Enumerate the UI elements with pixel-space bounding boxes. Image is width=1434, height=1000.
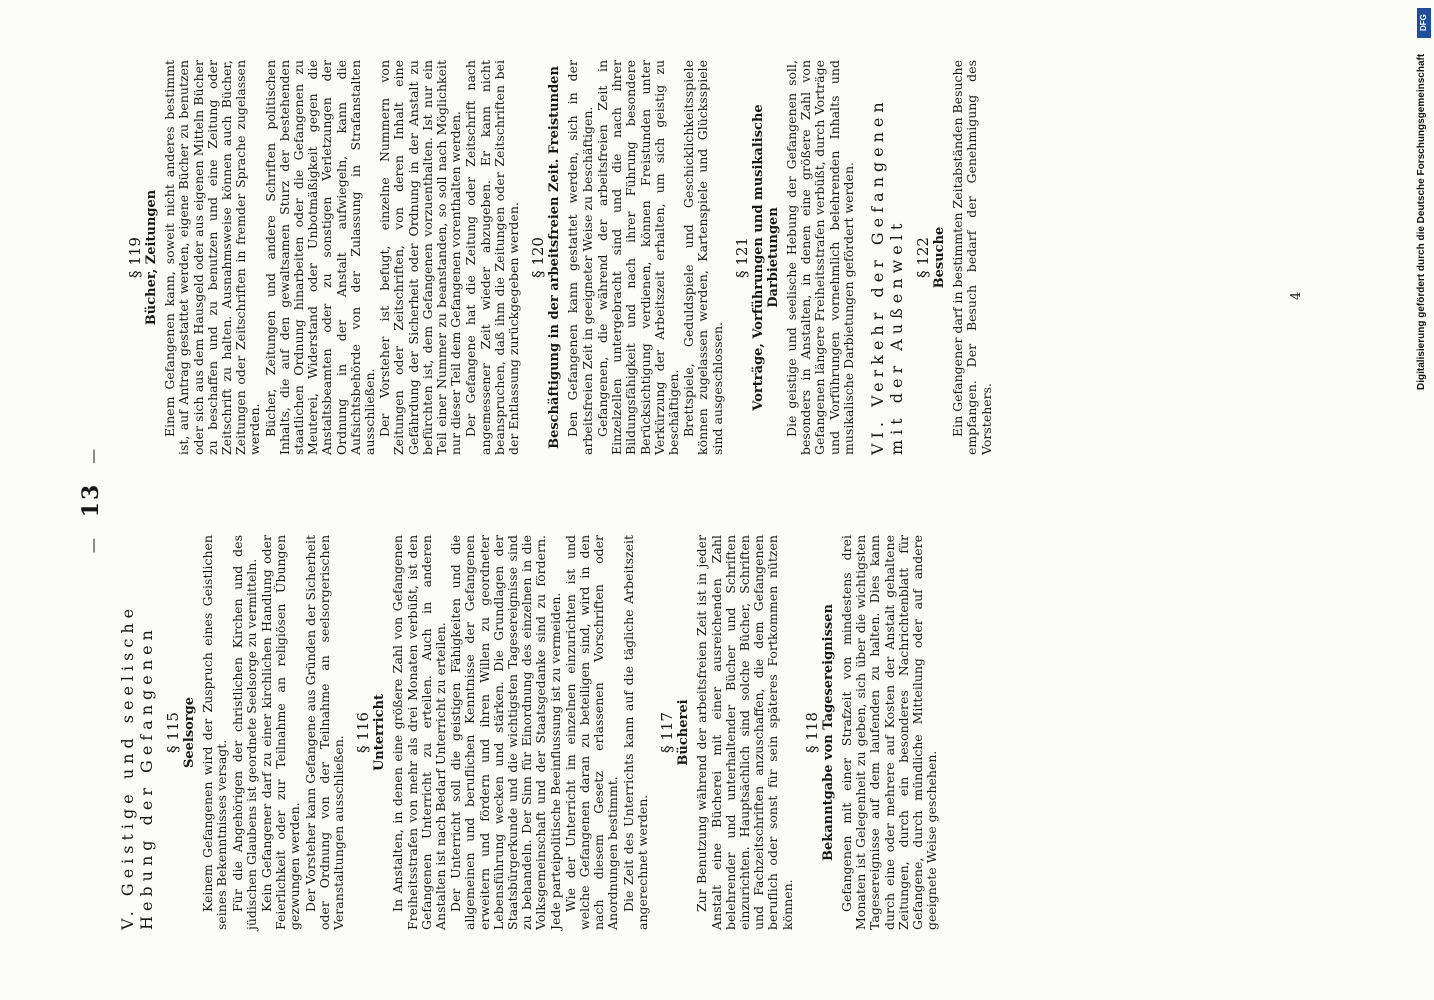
body-paragraph: Kein Gefangener darf zu einer kirchlichen Handlung oder Feierlichkeit oder zur Teilnahme an religiösen Übungen gezwungen werden. bbox=[259, 535, 303, 930]
paragraph-number: § 121 bbox=[732, 237, 751, 278]
body-paragraph: Ein Gefangener darf in bestimmten Zeitabständen Besuche empfangen. Der Besuch bedarf der Genehmigung des Vorstehers. bbox=[950, 60, 994, 455]
body-paragraph: Zur Benutzung während der arbeitsfreien Zeit ist in jeder Anstalt eine Bücherei mit einer ausreichenden Zahl belehrender und unterhaltender Bücher und Schriften einzurichten. Hauptsächlich sind solche Bücher, Schriften und Fachzeitschriften anzuschaffen, die dem Gefangenen beruflich oder sonst für sein späteres Fortkommen nützen können. bbox=[694, 535, 795, 930]
body-paragraph: Keinem Gefangenen wird der Zuspruch eines Geistlichen seines Bekenntnisses versagt. bbox=[200, 535, 230, 930]
paragraph-heading: Bücherei bbox=[676, 699, 692, 766]
body-paragraph: Der Vorsteher ist befugt, einzelne Nummern von Zeitungen oder Zeitschriften, von deren Inhalt eine Gefährdung der Sicherheit oder Ordnung in der Anstalt zu befürchten ist, dem Gefangenen vorzuenthalten. Ist nur ein Teil einer Nummer zu beanstanden, so soll nach Möglichkeit nur dieser Teil dem Gefangenen vorenthalten werden. bbox=[377, 60, 464, 455]
paragraph-section bbox=[356, 535, 650, 930]
paragraph-number: § 118 bbox=[802, 712, 821, 753]
paragraph-heading: Beschäftigung in der arbeitsfreien Zeit. Freistunden bbox=[547, 66, 563, 449]
header-dash-left: — bbox=[84, 536, 102, 554]
paragraph-number: § 117 bbox=[658, 712, 677, 753]
body-paragraph: Die Zeit des Unterrichts kann auf die tägliche Arbeitszeit angerechnet werden. bbox=[620, 535, 650, 930]
paragraph-heading: Unterricht bbox=[372, 693, 388, 772]
header-dash-right: — bbox=[84, 446, 102, 464]
section-title-vi: VI. Verkehr der Gefangenen mit der Außenwelt bbox=[867, 97, 906, 455]
paragraph-section bbox=[128, 60, 521, 455]
footer-number: 4 bbox=[1289, 291, 1304, 300]
body-paragraph: Die geistige und seelische Hebung der Gefangenen soll, besonders in Anstalten, in denen eine größere Zahl von Gefangenen längere Freiheitsstrafen verbüßt, durch Vorträge und Vorführungen vornehmlich belehrenden Inhalts und musikalische Darbietungen gefördert werden. bbox=[783, 60, 856, 455]
paragraph-heading: Vorträge, Vorführungen und musikalische Darbietungen bbox=[750, 104, 781, 411]
funding-sidebar bbox=[1414, 0, 1434, 1000]
body-paragraph: Gefangenen mit einer Strafzeit von mindestens drei Monaten ist Gelegenheit zu geben, sich über die wichtigsten Tagesereignisse auf dem laufenden zu halten. Dies kann durch eine oder mehrere auf Kosten der Anstalt gehaltene Zeitungen, durch ein besonderes Nachrichtenblatt für Gefangene, durch mündliche Mitteilung oder auf andere geeignete Weise geschehen. bbox=[838, 535, 940, 930]
left-column bbox=[118, 535, 940, 930]
body-paragraph: Einem Gefangenen kann, soweit nicht anderes bestimmt ist, auf Antrag gestattet werden, eigene Bücher zu benutzen oder sich aus dem Hausgeld oder aus eigenen Mitteln Bücher zu beschaffen und zu benutzen und eine Zeitung oder Zeitschrift zu halten. Ausnahmsweise können auch Bücher, Zeitungen oder Zeitschriften in fremder Sprache zugelassen werden. bbox=[162, 60, 263, 455]
body-paragraph: Der Vorsteher kann Gefangene aus Gründen der Sicherheit oder Ordnung von der Teilnahme an seelsorgerischen Veranstaltungen ausschließen. bbox=[302, 535, 347, 930]
paragraph-heading: Seelsorge bbox=[182, 696, 198, 769]
right-column bbox=[118, 60, 995, 455]
final-paragraph-block bbox=[913, 60, 994, 455]
paragraph-number: § 115 bbox=[164, 712, 182, 753]
body-paragraph: Bücher, Zeitungen und andere Schriften politischen Inhalts, die auf den gewaltsamen Sturz der bestehenden staatlichen Ordnung hinarbeiten oder die Gefangenen zu Meuterei, Widerstand oder Unbotmäßigkeit gegen die Anstaltsbeamten oder zu sonstigen Verletzungen der Ordnung in der Anstalt aufwiegeln, kann die Aufsichtsbehörde von der Zulassung in Strafanstalten ausschließen. bbox=[262, 60, 378, 455]
paragraph-heading: Besuche bbox=[932, 226, 948, 289]
body-paragraph: In Anstalten, in denen eine größere Zahl von Gefangenen Freiheitsstrafen von mehr als drei Monaten verbüßt, ist den Gefangenen Unterricht zu erteilen. Auch in anderen Anstalten ist nach Bedarf Unterricht zu erteilen. bbox=[390, 535, 449, 930]
paragraph-section bbox=[660, 535, 795, 930]
paragraph-section bbox=[802, 535, 940, 930]
body-paragraph: Brettspiele, Geduldspiele und Geschicklichkeitsspiele können zugelassen werden, Kartenspiele und Glücksspiele sind ausgeschlossen. bbox=[681, 60, 725, 455]
page-header bbox=[78, 0, 104, 1000]
paragraph-section bbox=[531, 60, 724, 455]
left-paragraph-blocks bbox=[166, 535, 939, 930]
paragraph-number: § 122 bbox=[913, 237, 932, 278]
paragraph-section bbox=[913, 60, 994, 455]
paragraph-heading: Bücher, Zeitungen bbox=[144, 189, 160, 326]
page-number: 13 bbox=[78, 482, 104, 518]
body-paragraph: Wie der Unterricht im einzelnen einzurichten ist und welche Gefangenen daran zu beteiligen sind, wird in den nach diesem Gesetz erlassenen Vorschriften oder Anordnungen bestimmt. bbox=[562, 535, 621, 930]
paragraph-section bbox=[166, 535, 346, 930]
paragraph-section bbox=[732, 60, 856, 455]
body-paragraph: Den Gefangenen kann gestattet werden, sich in der arbeitsfreien Zeit in geeigneter Weise zu beschäftigen. bbox=[565, 60, 595, 455]
right-paragraph-blocks bbox=[128, 60, 856, 455]
body-paragraph: Gefangenen, die während der arbeitsfreien Zeit in Einzelzellen untergebracht sind und die nach ihrer Bildungsfähigkeit und nach ihrer Führung besondere Berücksichtigung verdienen, können Freistunden unter Verkürzung der Arbeitszeit erhalten, um sich geistig zu beschäftigen. bbox=[594, 60, 681, 455]
paragraph-number: § 116 bbox=[354, 712, 373, 753]
body-paragraph: Der Gefangene hat die Zeitung oder Zeitschrift nach angemessener Zeit wieder abzugeben. Er kann nicht beanspruchen, daß ihm die Zeitungen oder Zeitschriften bei der Entlassung zurückgegeben werden. bbox=[463, 60, 522, 455]
paragraph-number: § 119 bbox=[126, 237, 144, 278]
body-paragraph: Der Unterricht soll die geistigen Fähigkeiten und die allgemeinen und beruflichen Kenntnisse der Gefangenen erweitern und fördern und ihren Willen zu geordneter Lebensführung wecken und stärken. Die Grundlagen der Staatsbürgerkunde und die wichtigsten Tagesereignisse sind zu behandeln. Der Sinn für Einordnung des einzelnen in die Volksgemeinschaft und der Staatsgedanke sind zu fördern. Jede parteipolitische Beeinflussung ist zu vermeiden. bbox=[448, 535, 563, 930]
dfg-logo: DFG bbox=[1417, 8, 1431, 38]
paragraph-number: § 120 bbox=[529, 237, 548, 278]
section-title-v: V. Geistige und seelische Hebung der Gefangenen bbox=[118, 603, 156, 930]
body-paragraph: Für die Angehörigen der christlichen Kirchen und des jüdischen Glaubens ist geordnete Seelsorge zu vermitteln. bbox=[229, 535, 259, 930]
paragraph-heading: Bekanntgabe von Tagesereignissen bbox=[820, 604, 836, 861]
funding-note: Digitalisierung gefördert durch die Deutsche Forschungsgemeinschaft bbox=[1416, 53, 1427, 390]
